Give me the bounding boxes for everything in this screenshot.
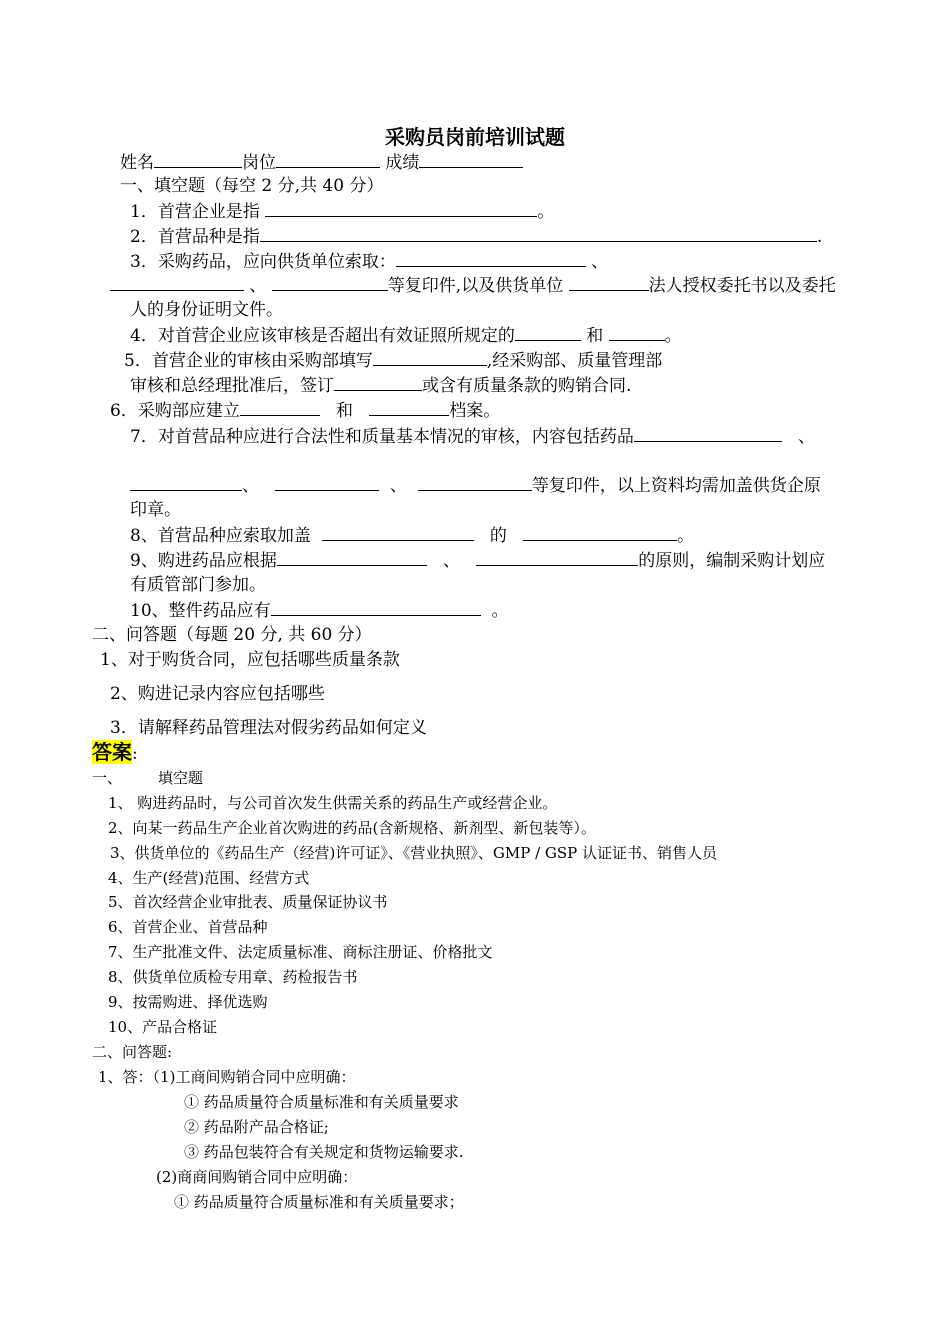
q8-end: 。	[677, 526, 695, 546]
q9-blank-1[interactable]	[277, 548, 427, 566]
question-2	[130, 224, 822, 249]
question-7-cont	[130, 473, 821, 498]
q9-text: 9、购进药品应根据	[130, 551, 277, 571]
q4-blank-2[interactable]	[609, 323, 665, 341]
answer-q1-item: ② 药品附产品合格证;	[184, 1118, 329, 1136]
answer-item: 5、首次经营企业审批表、质量保证协议书	[108, 893, 388, 911]
answer-colon: :	[132, 744, 138, 764]
answer-item: 3、供货单位的《药品生产（经营)许可证》、《营业执照》、GMP / GSP 认证证书、销售人员	[110, 844, 718, 862]
q5-end: 或含有质量条款的购销合同.	[422, 376, 632, 396]
question-4	[130, 323, 682, 348]
q2-blank[interactable]	[260, 224, 817, 242]
answer-item: 6、首营企业、首营品种	[108, 918, 268, 936]
header-fields	[120, 150, 523, 175]
answer-section1-no: 一、	[92, 769, 123, 787]
q4-text: 4．对首营企业应该审核是否超出有效证照所规定的	[130, 326, 515, 346]
answer-q1-item: ③ 药品包装符合有关规定和货物运输要求.	[184, 1143, 464, 1161]
q10-blank[interactable]	[271, 598, 481, 616]
q6-blank-1[interactable]	[240, 398, 320, 416]
q3-sep-2: 、	[249, 276, 267, 296]
q2-end: .	[816, 227, 823, 247]
q7-text-2: 等复印件，以上资料均需加盖供货企原	[531, 476, 821, 496]
question-8	[130, 523, 694, 548]
section2-title: 二、问答题（每题 20 分, 共 60 分）	[92, 625, 372, 645]
answer-q1-lead: 1、答：（1)工商间购销合同中应明确：	[98, 1068, 356, 1086]
name-label: 姓名	[120, 153, 154, 173]
q5-blank-2[interactable]	[334, 373, 422, 391]
answer-heading	[92, 740, 138, 766]
q3-blank-1[interactable]	[396, 249, 586, 267]
q4-and: 和	[586, 326, 604, 346]
question-7-end: 印章。	[130, 500, 181, 520]
answer-item: 1、 购进药品时，与公司首次发生供需关系的药品生产或经营企业。	[108, 794, 558, 812]
question-3	[130, 249, 608, 274]
q6-text: 6．采购部应建立	[110, 401, 240, 421]
qa-question-1: 1、对于购货合同，应包括哪些质量条款	[100, 650, 400, 670]
section1-title: 一、填空题（每空 2 分,共 40 分）	[120, 176, 384, 196]
post-label: 岗位	[242, 153, 276, 173]
q7-text: 7．对首营品种应进行合法性和质量基本情况的审核，内容包括药品	[130, 427, 634, 447]
question-5	[124, 348, 662, 373]
q10-end: 。	[491, 601, 509, 621]
q10-text: 10、整件药品应有	[130, 601, 271, 621]
question-5-cont	[130, 373, 631, 398]
q2-text: 2．首营品种是指	[130, 227, 260, 247]
q1-end: 。	[537, 202, 555, 222]
question-10	[130, 598, 508, 623]
q7-sep-2: 、	[242, 476, 259, 496]
q7-blank-2[interactable]	[130, 473, 242, 491]
post-blank[interactable]	[276, 150, 380, 168]
q9-blank-2[interactable]	[476, 548, 638, 566]
q7-blank-3[interactable]	[275, 473, 379, 491]
answer-section2-title: 二、问答题:	[92, 1043, 173, 1061]
q4-blank-1[interactable]	[515, 323, 581, 341]
name-blank[interactable]	[154, 150, 242, 168]
q3-blank-2[interactable]	[110, 273, 244, 291]
question-3-cont	[110, 273, 836, 298]
q5-text-3: 审核和总经理批准后，签订	[130, 376, 334, 396]
q3-text-2: 等复印件,以及供货单位	[387, 276, 564, 296]
q9-sep: 、	[443, 551, 461, 571]
q3-text-3: 法人授权委托书以及委托	[648, 276, 836, 296]
q8-of: 的	[489, 526, 507, 546]
qa-question-3: 3．请解释药品管理法对假劣药品如何定义	[110, 718, 427, 738]
q8-text: 8、首营品种应索取加盖	[130, 526, 311, 546]
q5-text: 5．首营企业的审核由采购部填写	[124, 351, 373, 371]
q3-text: 3．采购药品，应向供货单位索取：	[130, 252, 396, 272]
answer-item: 8、供货单位质检专用章、药检报告书	[108, 968, 358, 986]
question-9	[130, 548, 825, 573]
question-1	[130, 199, 554, 224]
answer-q1-sub2: (2)商商间购销合同中应明确：	[156, 1168, 358, 1186]
qa-question-2: 2、购进记录内容应包括哪些	[110, 684, 325, 704]
q7-sep-3: 、	[390, 476, 408, 496]
q7-blank-1[interactable]	[634, 424, 782, 442]
q8-blank-2[interactable]	[523, 523, 677, 541]
q7-sep: 、	[798, 427, 816, 447]
answer-item: 2、向某一药品生产企业首次购进的药品(含新规格、新剂型、新包装等）。	[108, 819, 596, 837]
q3-blank-4[interactable]	[569, 273, 649, 291]
q9-text-2: 的原则，编制采购计划应	[638, 551, 826, 571]
q8-blank-1[interactable]	[322, 523, 474, 541]
answer-q1-item: ① 药品质量符合质量标准和有关质量要求	[184, 1093, 459, 1111]
q6-end: 档案。	[449, 401, 501, 421]
question-3-end: 人的身份证明文件。	[130, 300, 283, 320]
q1-text: 1．首营企业是指	[130, 202, 260, 222]
score-label: 成绩	[385, 153, 420, 173]
answer-item: 7、生产批准文件、法定质量标准、商标注册证、价格批文	[108, 943, 493, 961]
answer-section1-title: 填空题	[158, 769, 204, 787]
q6-and: 和	[336, 401, 354, 421]
page-title: 采购员岗前培训试题	[385, 125, 565, 149]
answer-section1	[92, 767, 203, 789]
q5-blank-1[interactable]	[373, 348, 487, 366]
answer-label: 答案	[92, 740, 132, 764]
q5-text-2: ,经采购部、质量管理部	[486, 351, 663, 371]
q4-end: 。	[664, 326, 682, 346]
question-7	[130, 424, 815, 449]
answer-item: 10、产品合格证	[108, 1018, 218, 1036]
answer-item: 9、按需购进、择优选购	[108, 993, 268, 1011]
score-blank[interactable]	[419, 150, 523, 168]
answer-item: 4、生产(经营)范围、经营方式	[108, 869, 310, 887]
answer-q1-sub2-item: ① 药品质量符合质量标准和有关质量要求；	[174, 1193, 464, 1211]
q7-blank-4[interactable]	[418, 473, 532, 491]
q3-blank-3[interactable]	[272, 273, 388, 291]
question-6	[110, 398, 500, 423]
q3-sep: 、	[591, 252, 609, 272]
q6-blank-2[interactable]	[369, 398, 449, 416]
question-9-end: 有质管部门参加。	[130, 575, 266, 595]
q1-blank[interactable]	[265, 199, 537, 217]
